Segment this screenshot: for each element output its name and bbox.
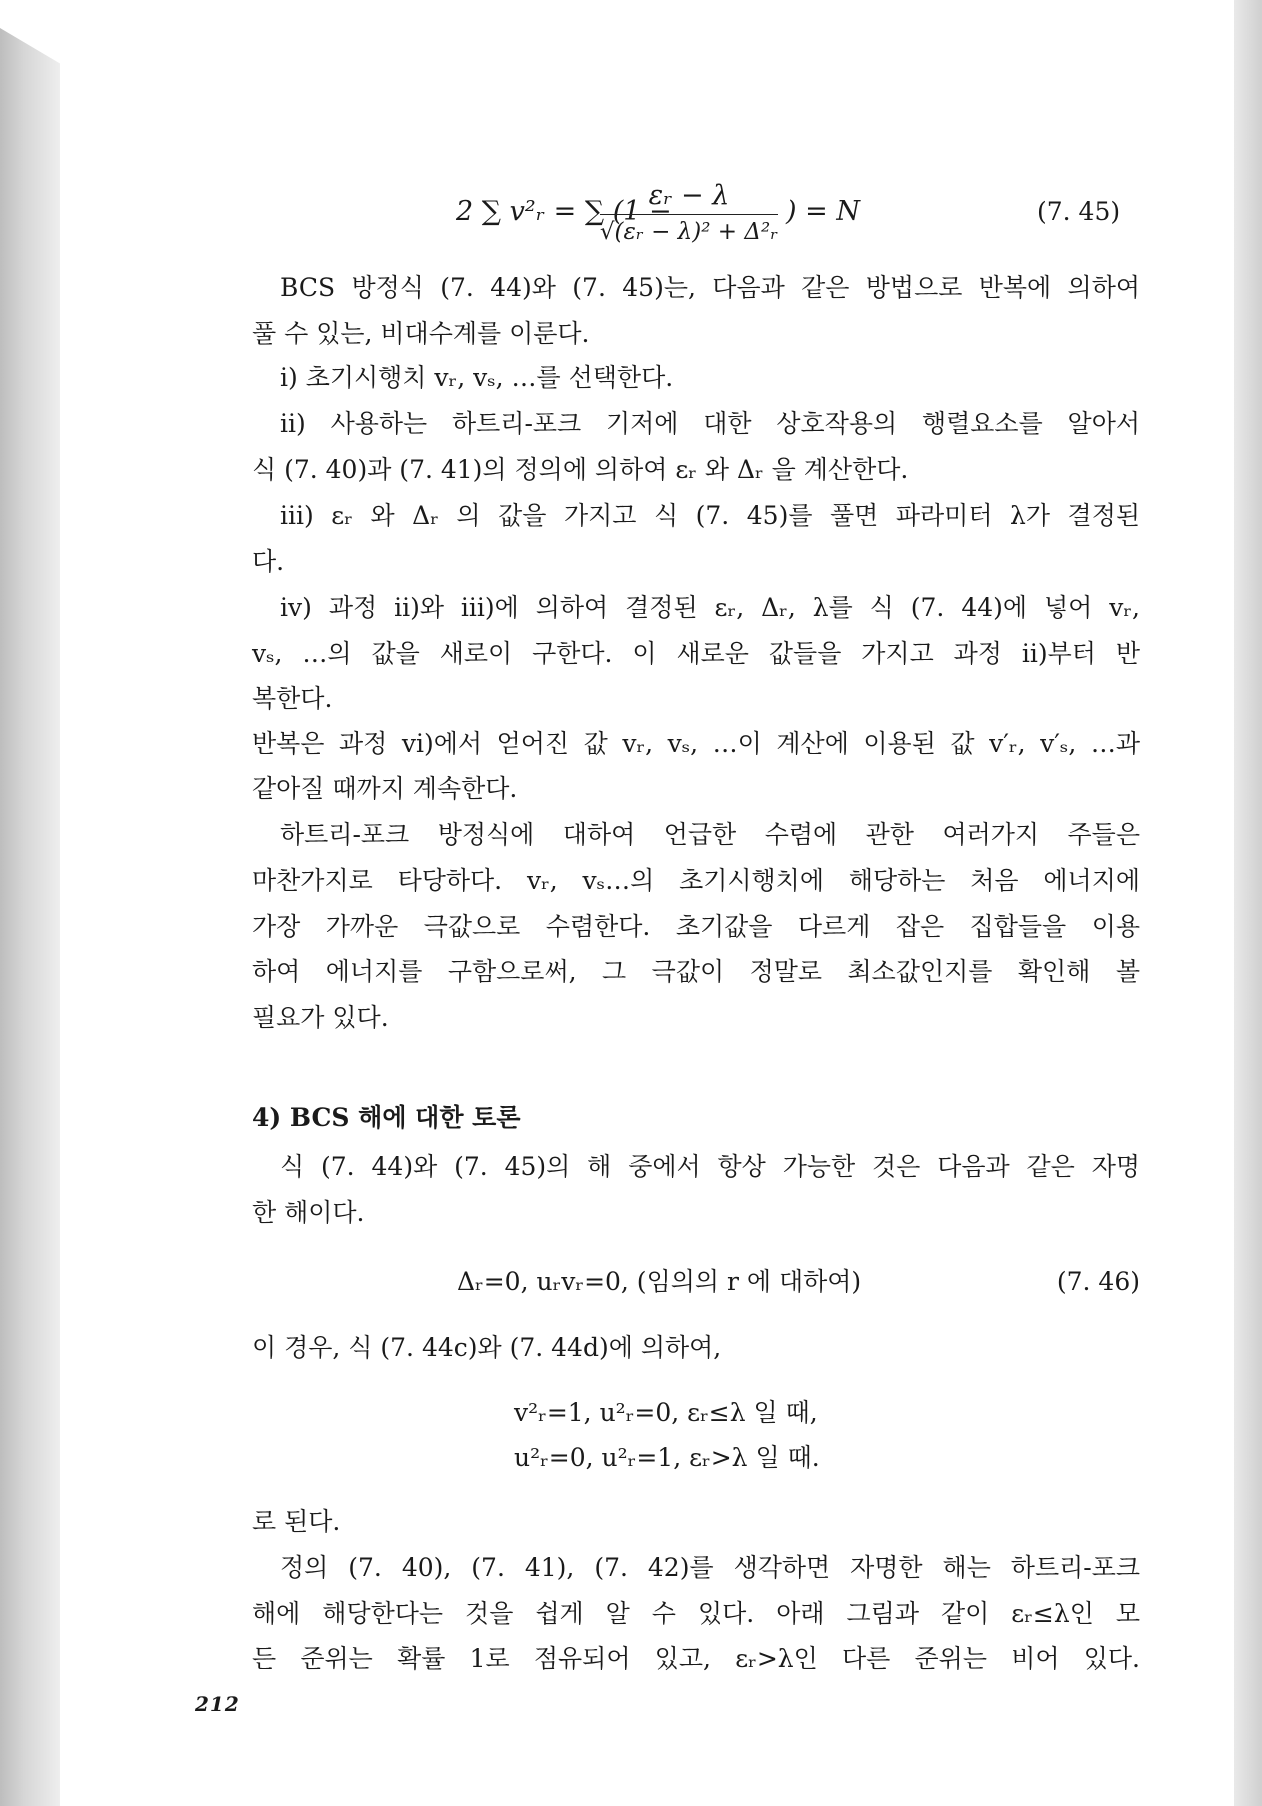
text-line: ii) 사용하는 하트리-포크 기저에 대한 상호작용의 행렬요소를 알아서	[280, 409, 1140, 438]
case-line: v²ᵣ=1, u²ᵣ=0, εᵣ≤λ 일 때,	[514, 1398, 818, 1427]
text-line: 로 된다.	[252, 1507, 341, 1536]
text-line: 한 해이다.	[252, 1198, 365, 1227]
case-line: u²ᵣ=0, u²ᵣ=1, εᵣ>λ 일 때.	[514, 1443, 820, 1472]
eq-745-fraction	[596, 178, 782, 249]
book-page	[60, 0, 1234, 1806]
text-line: 이 경우, 식 (7. 44c)와 (7. 44d)에 의하여,	[252, 1333, 722, 1362]
equation-7-45	[456, 178, 956, 258]
text-line: 반복은 과정 vi)에서 얻어진 값 vᵣ, vₛ, …이 계산에 이용된 값 v′ᵣ, v′ₛ, …과	[252, 729, 1140, 758]
text-line: vₛ, …의 값을 새로이 구한다. 이 새로운 값들을 가지고 과정 ii)부터 반	[252, 639, 1140, 668]
text-line: 복한다.	[252, 684, 333, 713]
text-line: 필요가 있다.	[252, 1003, 389, 1032]
text-line: BCS 방정식 (7. 44)와 (7. 45)는, 다음과 같은 방법으로 반복에 의하여	[280, 273, 1140, 302]
text-line: iii) εᵣ 와 Δᵣ 의 값을 가지고 식 (7. 45)를 풀면 파라미터 λ가 결정된	[280, 501, 1140, 530]
text-line: 같아질 때까지 계속한다.	[252, 774, 518, 803]
text-line: 풀 수 있는, 비대수계를 이룬다.	[252, 319, 590, 348]
text-line: iv) 과정 ii)와 iii)에 의하여 결정된 εᵣ, Δᵣ, λ를 식 (7. 44)에 넣어 vᵣ,	[280, 593, 1140, 622]
text-line: 하여 에너지를 구함으로써, 그 극값이 정말로 최소값인지를 확인해 볼	[252, 957, 1140, 986]
eq-745-denominator: √(εᵣ − λ)² + Δ²ᵣ	[599, 219, 779, 245]
eq-745-rhs: ) = N	[786, 196, 860, 227]
text-line: 든 준위는 확률 1로 점유되어 있고, εᵣ>λ인 다른 준위는 비어 있다.	[252, 1644, 1140, 1673]
text-line: 마찬가지로 타당하다. vᵣ, vₛ…의 초기시행치에 해당하는 처음 에너지에	[252, 866, 1140, 895]
eq-745-number: (7. 45)	[1037, 197, 1121, 226]
eq-746-number: (7. 46)	[1056, 1267, 1140, 1296]
text-line: 정의 (7. 40), (7. 41), (7. 42)를 생각하면 자명한 해는 하트리-포크	[280, 1553, 1140, 1582]
text-line: 다.	[252, 547, 285, 576]
text-line: i) 초기시행치 vᵣ, vₛ, …를 선택한다.	[280, 363, 674, 392]
eq-745-lhs: 2 ∑ v²ᵣ = ∑ (1 −	[456, 196, 672, 227]
text-line: 가장 가까운 극값으로 수렴한다. 초기값을 다르게 잡은 집합들을 이용	[252, 912, 1140, 941]
text-line: 식 (7. 40)과 (7. 41)의 정의에 의하여 εᵣ 와 Δᵣ 을 계산한다.	[252, 455, 909, 484]
eq-746-expr: Δᵣ=0, uᵣvᵣ=0, (임의의 r 에 대하여)	[457, 1267, 862, 1296]
eq-745-numerator: εᵣ − λ	[648, 180, 730, 211]
text-line: 하트리-포크 방정식에 대하여 언급한 수렴에 관한 여러가지 주들은	[280, 820, 1140, 849]
text-line: 식 (7. 44)와 (7. 45)의 해 중에서 항상 가능한 것은 다음과 같은 자명	[280, 1152, 1140, 1181]
book-edge-left	[0, 28, 60, 1806]
page-number: 212	[195, 1692, 240, 1716]
text-line: 해에 해당한다는 것을 쉽게 알 수 있다. 아래 그림과 같이 εᵣ≤λ인 모	[252, 1599, 1140, 1628]
section-heading: 4) BCS 해에 대한 토론	[252, 1103, 521, 1132]
book-edge-right	[1234, 0, 1262, 1806]
